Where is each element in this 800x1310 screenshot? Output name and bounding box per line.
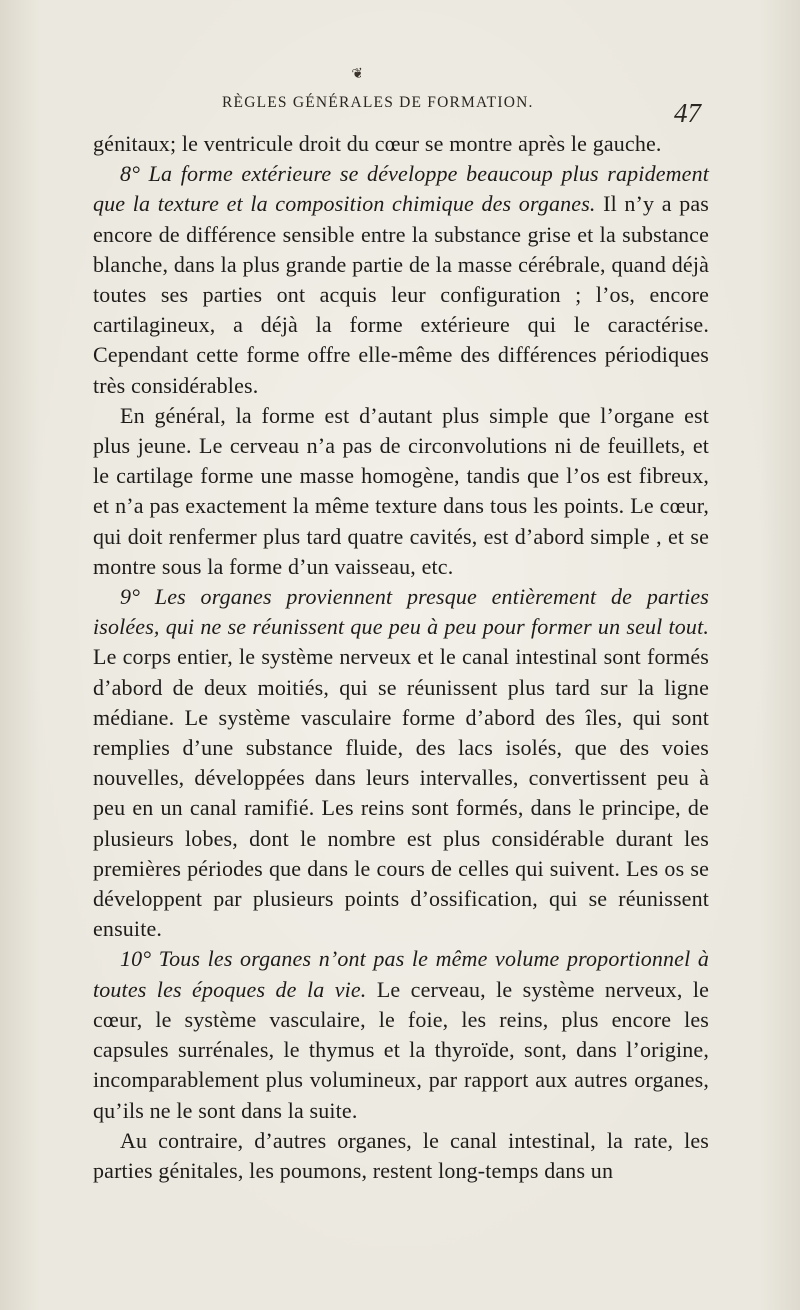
body-text (93, 129, 709, 1186)
paragraph-text: Au contraire, d’autres organes, le canal intestinal, la rate, les parties génitales, les poumons, restent long-temps dans un (93, 1127, 709, 1183)
running-header: RÈGLES GÉNÉRALES DE FORMATION. (222, 94, 534, 111)
page-number: 47 (674, 98, 701, 128)
paragraph-text: Le cerveau, le système nerveux, le cœur, le système vasculaire, le foie, les reins, plus encore les capsules surrénales, le thymus et la thyroïde, sont, dans l’origine, incomparablement plus volumineux, par rapport aux autres organes, qu’ils ne le sont dans la suite. (93, 976, 710, 1123)
paragraph-general-form (93, 401, 709, 582)
paragraph-contrary (93, 1126, 709, 1186)
paragraph-text: En général, la forme est d’autant plus simple que l’organe est plus jeune. Le cerveau n’a pas de circonvolutions ni de feuillets, et le cartilage forme une masse homogène, tandis que l’os est fibreux, et n’a pas exactement la même texture dans tous les points. Le cœur, qui doit renfermer plus tard quatre cavités, est d’abord simple , et se montre sous la forme d’un vaisseau, etc. (93, 402, 709, 579)
paragraph-rule-8 (93, 159, 709, 401)
paragraph-text: Il n’y a pas encore de différence sensible entre la substance grise et la substance blanche, dans la plus grande partie de la masse cérébrale, quand déjà toutes ses parties ont acquis leur configuration ; l’os, encore cartilagineux, a déjà la forme extérieure qui le caractérise. Cependant cette forme offre elle-même des différences périodiques très considérables. (93, 191, 709, 398)
paragraph-text: génitaux; le ventricule droit du cœur se montre après le gauche. (93, 131, 662, 156)
paragraph-continuation (93, 129, 709, 159)
rule-heading: 9° Les organes proviennent presque entièrement de parties isolées, qui ne se réunissent que peu à peu pour former un seul tout. (93, 584, 709, 640)
paragraph-rule-9 (93, 582, 709, 944)
paragraph-rule-10 (93, 944, 709, 1125)
paragraph-text: Le corps entier, le système nerveux et le canal intestinal sont formés d’abord de deux moitiés, qui se réunissent plus tard sur la ligne médiane. Le système vasculaire forme d’abord des îles, qui sont remplies d’une substance fluide, des lacs isolés, que des voies nouvelles, développées dans leurs intervalles, convertissent peu à peu en un canal ramifié. Les reins sont formés, dans le principe, de plusieurs lobes, dont le nombre est plus considérable durant les premières périodes que dans le cours de celles qui suivent. Les os se développent par plusieurs points d’ossification, qui se réunissent ensuite. (93, 644, 709, 942)
printer-ornament-icon: ❦ (350, 65, 366, 83)
rule-heading: 10° Tous les organes n’ont pas le même volume proportionnel à toutes les époques de la vie. (93, 946, 709, 1002)
rule-heading: 8° La forme extérieure se développe beaucoup plus rapidement que la texture et la composition chimique des organes. (93, 161, 709, 217)
